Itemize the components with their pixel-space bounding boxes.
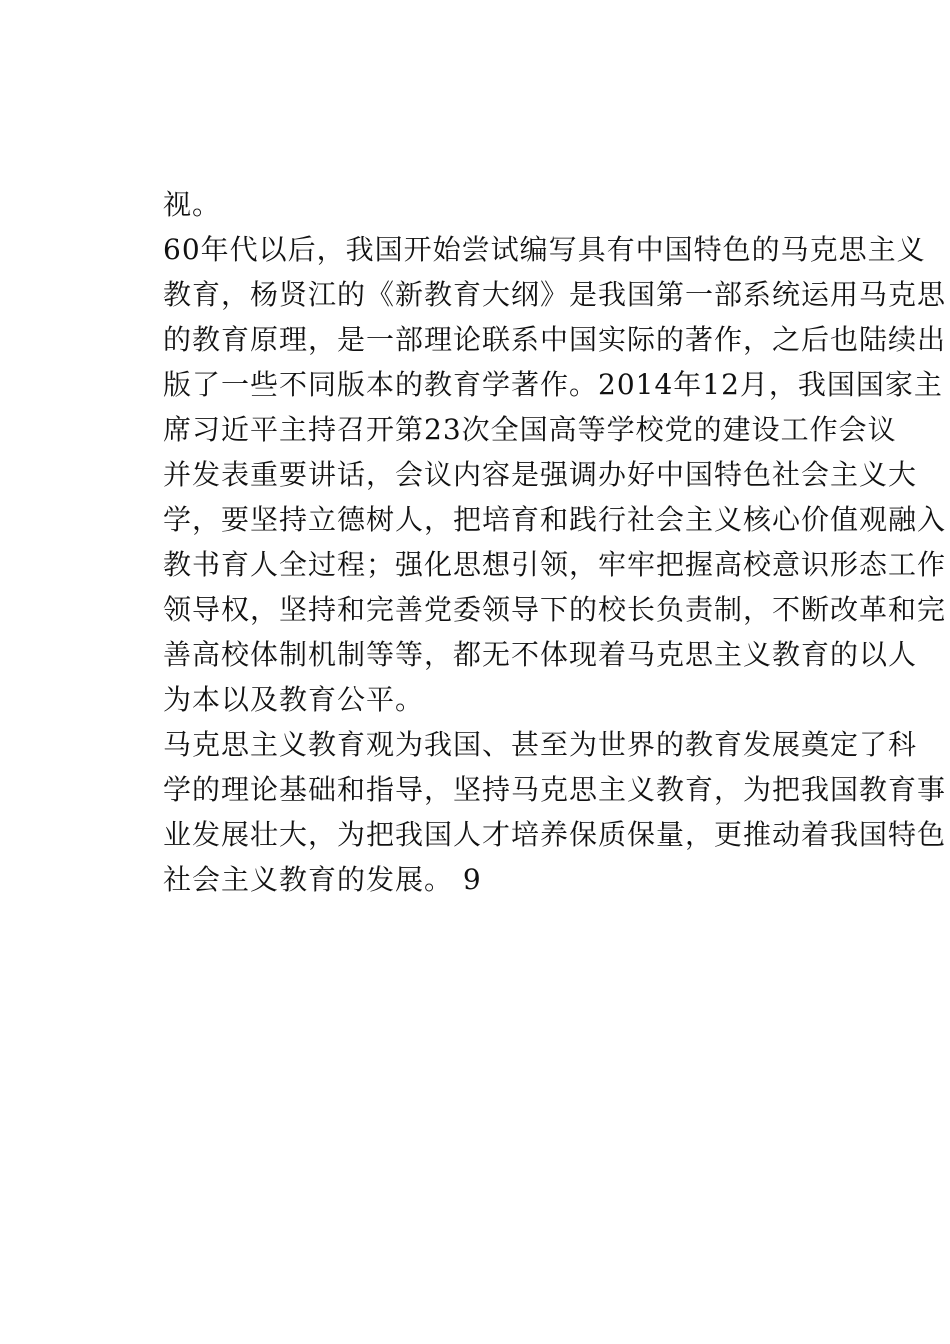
- paragraph-line: 的教育原理，是一部理论联系中国实际的著作，之后也陆续出: [163, 323, 947, 356]
- paragraph-line: 社会主义教育的发展。 9: [163, 863, 482, 896]
- paragraph-line: 为本以及教育公平。: [163, 683, 425, 716]
- paragraph-line: 60年代以后，我国开始尝试编写具有中国特色的马克思主义: [163, 233, 926, 266]
- paragraph-line: 善高校体制机制等等，都无不体现着马克思主义教育的以人: [163, 638, 918, 671]
- paragraph-line: 教书育人全过程；强化思想引领，牢牢把握高校意识形态工作: [163, 548, 947, 581]
- paragraph-line: 席习近平主持召开第23次全国高等学校党的建设工作会议: [163, 413, 897, 446]
- paragraph-line: 业发展壮大，为把我国人才培养保质保量，更推动着我国特色: [163, 818, 947, 851]
- paragraph-line: 并发表重要讲话，会议内容是强调办好中国特色社会主义大: [163, 458, 918, 491]
- paragraph-line: 版了一些不同版本的教育学著作。2014年12月，我国国家主: [163, 368, 943, 401]
- paragraph-line: 教育，杨贤江的《新教育大纲》是我国第一部系统运用马克思: [163, 278, 947, 311]
- paragraph-line: 视。: [163, 188, 222, 221]
- paragraph-line: 学，要坚持立德树人，把培育和践行社会主义核心价值观融入: [163, 503, 947, 536]
- paragraph-line: 马克思主义教育观为我国、甚至为世界的教育发展奠定了科: [163, 728, 918, 761]
- paragraph-line: 学的理论基础和指导，坚持马克思主义教育，为把我国教育事: [163, 773, 947, 806]
- paragraph-line: 领导权，坚持和完善党委领导下的校长负责制，不断改革和完: [163, 593, 947, 626]
